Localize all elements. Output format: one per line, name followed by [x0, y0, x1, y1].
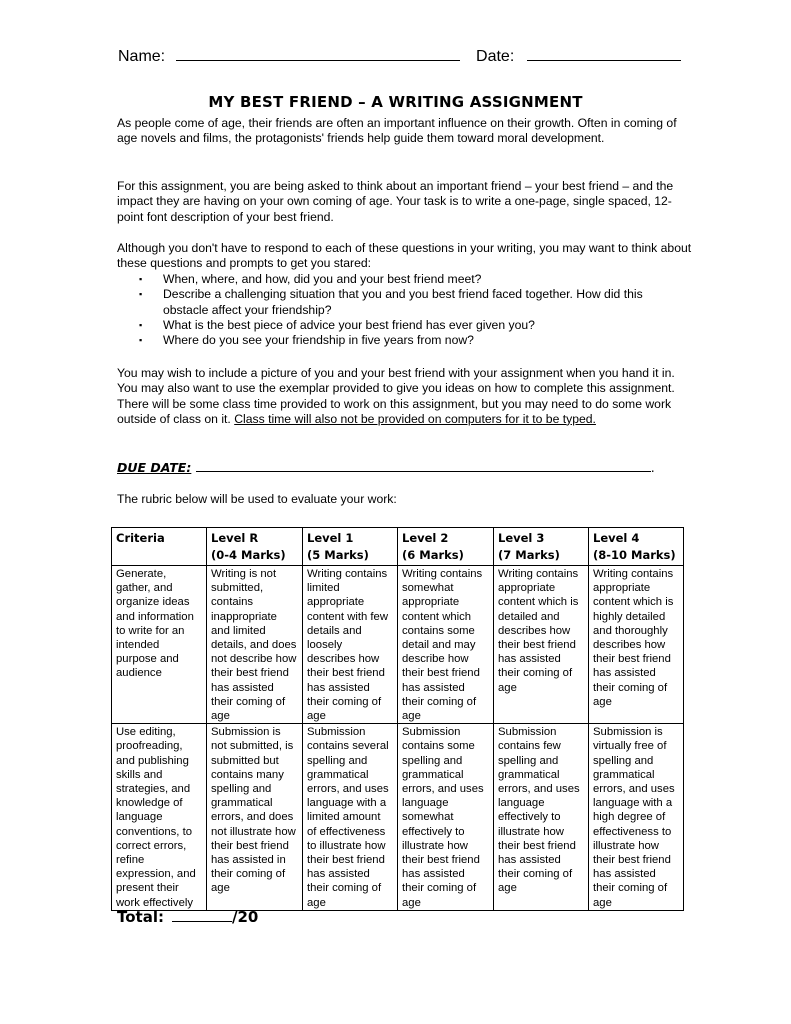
due-date-blank	[196, 460, 651, 472]
bullet-icon: ▪	[139, 289, 143, 300]
date-blank	[527, 46, 681, 61]
level-2-cell: Writing contains somewhat appropriate content which contains some detail and may describe how their best friend has assisted their coming of age	[398, 566, 494, 724]
header-level-1: Level 1 (5 Marks)	[303, 528, 398, 566]
computer-note: Class time will also not be provided on computers for it to be typed.	[234, 411, 596, 426]
level-2-cell: Submission contains some spelling and grammatical errors, and uses language somewhat effectively to illustrate how their best friend has assisted their coming of age	[398, 724, 494, 911]
name-date-line	[118, 46, 681, 66]
task-paragraph	[117, 179, 697, 225]
rubric-header-row	[112, 528, 684, 566]
list-item: ▪ When, where, and how, did you and your best friend meet?	[139, 272, 482, 286]
paragraph-2: For this assignment, you are being asked to think about an important friend – your best friend – and the impact they are having on your own coming of age. Your task is to write a one-page, single spaced, 12-point font description of your best friend.	[117, 179, 674, 224]
submission-paragraph	[117, 366, 697, 427]
rubric-intro: The rubric below will be used to evaluate your work:	[117, 492, 397, 506]
prompt-list	[117, 272, 677, 348]
name-label: Name:	[118, 48, 166, 65]
level-r-cell: Writing is not submitted, contains inappropriate and limited details, and does not describe how their best friend has assisted their coming of age	[207, 566, 303, 724]
due-date-label: DUE DATE:	[117, 460, 192, 475]
list-item: ▪ Describe a challenging situation that you and you best friend faced together. How did this obstacle affect your friendship?	[139, 287, 643, 317]
criteria-cell: Generate, gather, and organize ideas and information to write for an intended purpose and audience	[112, 566, 207, 724]
header-level-r: Level R (0-4 Marks)	[207, 528, 303, 566]
bullet-icon: ▪	[139, 335, 143, 346]
level-r-cell: Submission is not submitted, is submitted but contains many spelling and grammatical errors, and does not illustrate how their best friend has assisted in their coming of age	[207, 724, 303, 911]
paragraph-3: Although you don't have to respond to each of these questions in your writing, you may want to think about these questions and prompts to get you stared:	[117, 241, 692, 271]
rubric-table	[111, 527, 684, 911]
criteria-cell: Use editing, proofreading, and publishing skills and strategies, and knowledge of language conventions, to correct errors, refine expression, and present their work effectively	[112, 724, 207, 911]
header-level-4: Level 4 (8-10 Marks)	[589, 528, 684, 566]
header-level-3: Level 3 (7 Marks)	[494, 528, 589, 566]
bullet-icon: ▪	[139, 319, 143, 330]
name-blank	[176, 46, 460, 61]
level-4-cell: Submission is virtually free of spelling and grammatical errors, and uses language with a high degree of effectiveness to illustrate how their best friend has assisted their coming of age	[589, 724, 684, 911]
list-item: ▪ What is the best piece of advice your best friend has ever given you?	[139, 317, 535, 332]
paragraph-1: As people come of age, their friends are often an important influence on their growth. Often in coming of age novels and films, the protagonists' friends help guide them toward moral development.	[117, 116, 677, 146]
date-label: Date:	[476, 48, 515, 65]
total-label: Total:	[117, 908, 164, 926]
due-date-line: DUE DATE: .	[117, 460, 655, 475]
page-title: MY BEST FRIEND – A WRITING ASSIGNMENT	[208, 93, 583, 111]
list-item: ▪ Where do you see your friendship in five years from now?	[139, 333, 474, 348]
level-1-cell: Submission contains several spelling and grammatical errors, and uses language with a limited amount of effectiveness to illustrate how their best friend has assisted their coming of age	[303, 724, 398, 911]
total-line	[117, 908, 258, 926]
intro-paragraph	[117, 116, 697, 147]
level-3-cell: Writing contains appropriate content which is detailed and describes how their best friend has assisted their coming of age	[494, 566, 589, 724]
total-blank	[172, 909, 232, 922]
table-row	[112, 724, 684, 911]
level-3-cell: Submission contains few spelling and grammatical errors, and uses language effectively to illustrate how their best friend has assisted their coming of age	[494, 724, 589, 911]
prompt-intro-paragraph	[117, 241, 697, 272]
paragraph-4: You may wish to include a picture of you and your best friend with your assignment when you hand it in. You may also want to use the exemplar provided to give you ideas on how to complete this assignment. There will be some class time provided to work on this assignment, but you may need to do some work outside of class on it. Class time will also not be provided on computers for it to be typed.	[117, 366, 675, 426]
level-1-cell: Writing contains limited appropriate content with few details and loosely describes how their best friend has assisted their coming of age	[303, 566, 398, 724]
table-row	[112, 566, 684, 724]
total-out-of: /20	[231, 908, 259, 926]
header-criteria: Criteria	[112, 528, 207, 566]
bullet-icon: ▪	[139, 274, 143, 284]
header-level-2: Level 2 (6 Marks)	[398, 528, 494, 566]
level-4-cell: Writing contains appropriate content which is highly detailed and thoroughly describes how their best friend has assisted their coming of age	[589, 566, 684, 724]
